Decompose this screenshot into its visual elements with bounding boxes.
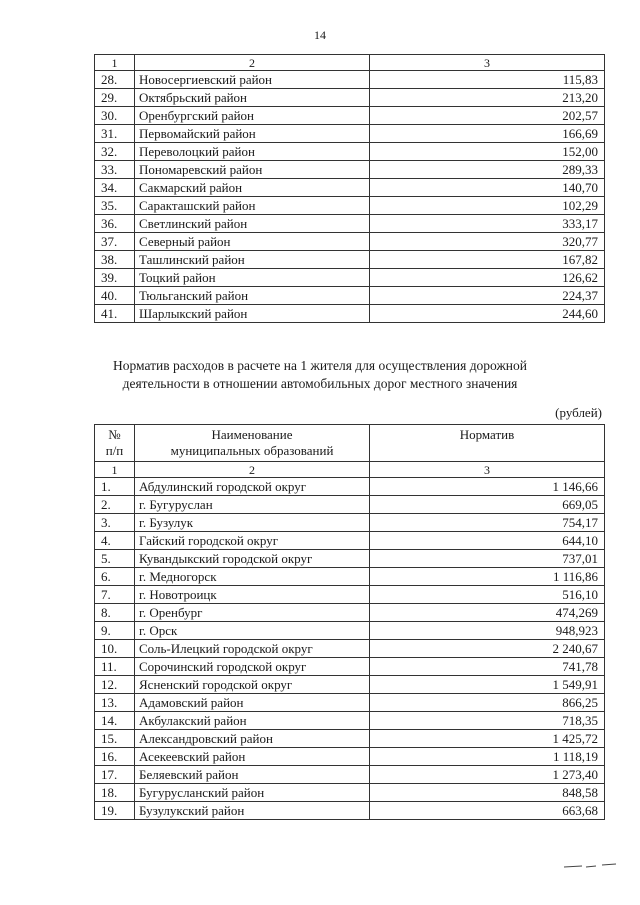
row-name: Гайский городской округ (135, 532, 370, 550)
row-name: Ташлинский район (135, 251, 370, 269)
row-value: 126,62 (370, 269, 605, 287)
table-row (95, 125, 605, 143)
norms-table (94, 424, 605, 820)
row-value: 718,35 (370, 712, 605, 730)
row-value: 1 116,86 (370, 568, 605, 586)
row-value: 866,25 (370, 694, 605, 712)
row-number: 40. (95, 287, 135, 305)
table-row (95, 143, 605, 161)
table-row (95, 514, 605, 532)
row-number: 37. (95, 233, 135, 251)
table-row (95, 161, 605, 179)
row-name: Сорочинский городской округ (135, 658, 370, 676)
row-value: 663,68 (370, 802, 605, 820)
row-value: 224,37 (370, 287, 605, 305)
row-number: 9. (95, 622, 135, 640)
table-row (95, 712, 605, 730)
row-number: 39. (95, 269, 135, 287)
row-value: 202,57 (370, 107, 605, 125)
row-name: Новосергиевский район (135, 71, 370, 89)
column-number: 3 (370, 462, 605, 478)
row-name: Бузулукский район (135, 802, 370, 820)
header-name-line: Наименование (211, 427, 293, 442)
header-number-line: № (108, 427, 121, 442)
row-name: Кувандыкский городской округ (135, 550, 370, 568)
column-number: 3 (370, 55, 605, 71)
row-name: Адамовский район (135, 694, 370, 712)
row-value: 1 118,19 (370, 748, 605, 766)
row-number: 18. (95, 784, 135, 802)
row-name: Абдулинский городской округ (135, 478, 370, 496)
row-number: 6. (95, 568, 135, 586)
column-number-row (95, 55, 605, 71)
table-row (95, 766, 605, 784)
row-number: 41. (95, 305, 135, 323)
row-name: Бугурусланский район (135, 784, 370, 802)
row-number: 36. (95, 215, 135, 233)
row-value: 1 146,66 (370, 478, 605, 496)
table-row (95, 694, 605, 712)
row-name: Северный район (135, 233, 370, 251)
table-row (95, 269, 605, 287)
row-value: 2 240,67 (370, 640, 605, 658)
row-name: г. Медногорск (135, 568, 370, 586)
row-name: г. Новотроицк (135, 586, 370, 604)
header-name (135, 425, 370, 462)
row-name: Беляевский район (135, 766, 370, 784)
row-name: Сакмарский район (135, 179, 370, 197)
row-number: 13. (95, 694, 135, 712)
row-name: Оренбургский район (135, 107, 370, 125)
row-name: Пономаревский район (135, 161, 370, 179)
row-number: 29. (95, 89, 135, 107)
table-row (95, 730, 605, 748)
row-value: 516,10 (370, 586, 605, 604)
row-name: г. Бугуруслан (135, 496, 370, 514)
row-value: 166,69 (370, 125, 605, 143)
table-row (95, 496, 605, 514)
row-number: 35. (95, 197, 135, 215)
row-value: 1 549,91 (370, 676, 605, 694)
row-number: 31. (95, 125, 135, 143)
column-number: 1 (95, 55, 135, 71)
row-number: 12. (95, 676, 135, 694)
row-value: 244,60 (370, 305, 605, 323)
header-name-line: муниципальных образований (170, 443, 334, 458)
row-value: 737,01 (370, 550, 605, 568)
row-name: Переволоцкий район (135, 143, 370, 161)
table-continued (94, 54, 605, 323)
row-number: 1. (95, 478, 135, 496)
table-row (95, 802, 605, 820)
table-row (95, 532, 605, 550)
row-value: 1 425,72 (370, 730, 605, 748)
table-row (95, 784, 605, 802)
row-number: 38. (95, 251, 135, 269)
row-name: Светлинский район (135, 215, 370, 233)
row-value: 948,923 (370, 622, 605, 640)
row-name: Первомайский район (135, 125, 370, 143)
table-row (95, 179, 605, 197)
row-number: 30. (95, 107, 135, 125)
table-row (95, 251, 605, 269)
row-number: 34. (95, 179, 135, 197)
column-number: 1 (95, 462, 135, 478)
row-name: Октябрьский район (135, 89, 370, 107)
table-row (95, 658, 605, 676)
table-row (95, 640, 605, 658)
table-row (95, 107, 605, 125)
table-row (95, 89, 605, 107)
section-title (0, 357, 640, 393)
unit-label: (рублей) (555, 405, 602, 420)
row-value: 669,05 (370, 496, 605, 514)
row-number: 2. (95, 496, 135, 514)
row-number: 8. (95, 604, 135, 622)
header-number-line: п/п (105, 443, 124, 458)
table-row (95, 215, 605, 233)
row-number: 28. (95, 71, 135, 89)
table-row (95, 550, 605, 568)
table-row (95, 478, 605, 496)
page-number: 14 (314, 28, 326, 42)
row-value: 140,70 (370, 179, 605, 197)
row-name: Александровский район (135, 730, 370, 748)
section-title-line: деятельности в отношении автомобильных дорог местного значения (122, 376, 518, 391)
row-number: 10. (95, 640, 135, 658)
row-value: 167,82 (370, 251, 605, 269)
table-row (95, 287, 605, 305)
column-number: 2 (135, 55, 370, 71)
row-name: Шарлыкский район (135, 305, 370, 323)
table-continued-body (95, 55, 605, 323)
table-row (95, 622, 605, 640)
row-value: 333,17 (370, 215, 605, 233)
table-row (95, 748, 605, 766)
row-value: 152,00 (370, 143, 605, 161)
row-number: 15. (95, 730, 135, 748)
row-name: Акбулакский район (135, 712, 370, 730)
table-row (95, 604, 605, 622)
row-name: Саракташский район (135, 197, 370, 215)
row-number: 32. (95, 143, 135, 161)
table-row (95, 233, 605, 251)
row-name: г. Орск (135, 622, 370, 640)
table-row (95, 568, 605, 586)
row-number: 16. (95, 748, 135, 766)
column-number: 2 (135, 462, 370, 478)
row-value: 754,17 (370, 514, 605, 532)
row-value: 1 273,40 (370, 766, 605, 784)
table-header-row (95, 425, 605, 462)
row-value: 213,20 (370, 89, 605, 107)
row-name: Тоцкий район (135, 269, 370, 287)
row-value: 102,29 (370, 197, 605, 215)
row-value: 320,77 (370, 233, 605, 251)
table-row (95, 197, 605, 215)
row-number: 3. (95, 514, 135, 532)
section-title-line: Норматив расходов в расчете на 1 жителя для осуществления дорожной (113, 358, 527, 373)
row-number: 7. (95, 586, 135, 604)
column-number-row (95, 462, 605, 478)
norms-table-body (95, 425, 605, 820)
table-row (95, 305, 605, 323)
row-name: Соль-Илецкий городской округ (135, 640, 370, 658)
table-row (95, 586, 605, 604)
row-name: г. Бузулук (135, 514, 370, 532)
row-value: 741,78 (370, 658, 605, 676)
row-number: 4. (95, 532, 135, 550)
signature-mark (562, 862, 618, 870)
header-value: Норматив (370, 425, 605, 462)
row-number: 19. (95, 802, 135, 820)
row-number: 14. (95, 712, 135, 730)
header-number (95, 425, 135, 462)
row-name: Ясненский городской округ (135, 676, 370, 694)
row-value: 474,269 (370, 604, 605, 622)
row-name: г. Оренбург (135, 604, 370, 622)
row-value: 644,10 (370, 532, 605, 550)
row-number: 33. (95, 161, 135, 179)
row-value: 115,83 (370, 71, 605, 89)
row-name: Асекеевский район (135, 748, 370, 766)
row-number: 17. (95, 766, 135, 784)
row-name: Тюльганский район (135, 287, 370, 305)
row-number: 11. (95, 658, 135, 676)
row-number: 5. (95, 550, 135, 568)
row-value: 289,33 (370, 161, 605, 179)
table-row (95, 71, 605, 89)
row-value: 848,58 (370, 784, 605, 802)
table-row (95, 676, 605, 694)
